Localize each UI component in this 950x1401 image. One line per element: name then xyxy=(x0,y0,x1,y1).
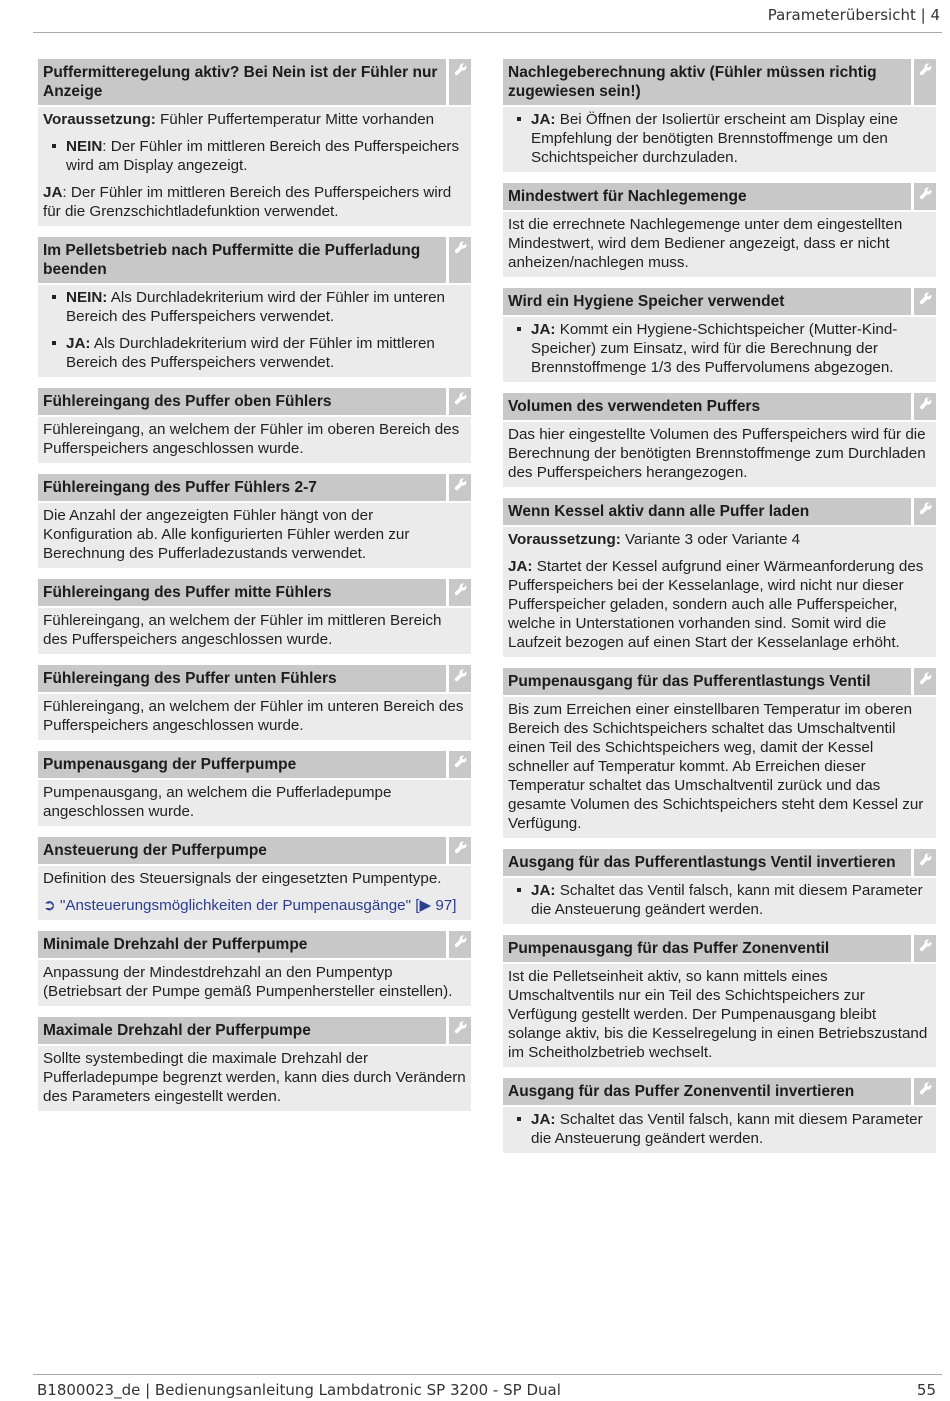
wrench-icon xyxy=(914,668,936,695)
parameter-description xyxy=(503,878,936,924)
parameter-description xyxy=(503,1107,936,1153)
paragraph-keyword: Voraussetzung: xyxy=(43,111,156,128)
parameter-description xyxy=(38,608,471,654)
paragraph-text: Bis zum Erreichen einer einstellbaren Temperatur im oberen Bereich des Schichtspeichers schaltet das Umschaltventil einen Teil des Schichtspeichers weg, damit der Kessel schneller auf Temperatur kommt. Ab Erreichen dieser Temperatur schaltet das Umschaltventil zurück und das gesamte Volumen des Schichtspeichers steht dem Kessel zur Verfügung. xyxy=(508,701,924,832)
wrench-icon xyxy=(449,665,471,692)
paragraph xyxy=(43,1049,466,1106)
parameter-header xyxy=(38,837,471,864)
parameter-title: Fühlereingang des Puffer oben Fühlers xyxy=(38,388,446,415)
wrench-icon xyxy=(914,183,936,210)
parameter-description xyxy=(38,285,471,377)
parameter-description xyxy=(38,960,471,1006)
paragraph xyxy=(508,425,931,482)
parameter-description xyxy=(38,866,471,920)
paragraph-text: : Der Fühler im mittleren Bereich des Pufferspeichers wird für die Grenzschichtladefunktion verwendet. xyxy=(43,184,452,220)
parameter-header xyxy=(38,579,471,606)
parameter-title: Pumpenausgang für das Puffer Zonenventil xyxy=(503,935,911,962)
parameter-title: Ausgang für das Puffer Zonenventil invertieren xyxy=(503,1078,911,1105)
wrench-icon xyxy=(914,849,936,876)
parameter-title: Ausgang für das Pufferentlastungs Ventil invertieren xyxy=(503,849,911,876)
paragraph xyxy=(43,506,466,563)
parameter-block xyxy=(38,1017,471,1111)
paragraph xyxy=(43,697,466,735)
option-text: Bei Öffnen der Isoliertür erscheint am Display eine Empfehlung der benötigten Brennstoffmenge um den Schichtspeicher durchzuladen. xyxy=(531,111,898,166)
wrench-icon xyxy=(449,59,471,105)
arrow-right-icon: ➲ xyxy=(43,897,56,914)
parameter-title: Nachlegeberechnung aktiv (Fühler müssen richtig zugewiesen sein!) xyxy=(503,59,911,105)
wrench-icon xyxy=(449,474,471,501)
paragraph xyxy=(43,110,466,129)
paragraph xyxy=(43,611,466,649)
parameter-title: Volumen des verwendeten Puffers xyxy=(503,393,911,420)
parameter-title: Im Pelletsbetrieb nach Puffermitte die Pufferladung beenden xyxy=(38,237,446,283)
option-keyword: JA: xyxy=(66,335,91,352)
parameter-header xyxy=(503,849,936,876)
parameter-description xyxy=(503,422,936,487)
bullet-list xyxy=(508,1110,931,1148)
wrench-icon xyxy=(449,751,471,778)
parameter-block xyxy=(38,751,471,826)
option-keyword: JA: xyxy=(531,1111,556,1128)
page-header: Parameterübersicht | 4 xyxy=(767,6,940,24)
parameter-block xyxy=(38,59,471,226)
list-item xyxy=(508,1110,931,1148)
wrench-icon xyxy=(914,59,936,105)
parameter-header xyxy=(38,388,471,415)
parameter-description xyxy=(503,697,936,838)
parameter-header xyxy=(503,1078,936,1105)
option-text: Kommt ein Hygiene-Schichtspeicher (Mutter-Kind-Speicher) zum Einsatz, wird für die Berechnung der Brennstoffmenge 1/3 des Puffervolumens abgezogen. xyxy=(531,321,898,376)
parameter-header xyxy=(38,665,471,692)
parameter-header xyxy=(503,393,936,420)
wrench-icon xyxy=(449,931,471,958)
left-column xyxy=(38,59,471,1122)
paragraph-text: Startet der Kessel aufgrund einer Wärmeanforderung des Pufferspeichers bei der Kesselanlage, wird nicht nur dieser Pufferspeicher geladen, sondern auch alle Pufferspeicher, welche in Unterstationen vorhanden sind. Somit wird die Laufzeit bezogen auf einen Start der Kesselanlage erhöht. xyxy=(508,558,924,651)
parameter-block xyxy=(38,837,471,920)
paragraph-text: Fühler Puffertemperatur Mitte vorhanden xyxy=(155,111,435,128)
parameter-description xyxy=(503,527,936,657)
parameter-header xyxy=(38,59,471,105)
wrench-icon xyxy=(914,935,936,962)
parameter-title: Fühlereingang des Puffer unten Fühlers xyxy=(38,665,446,692)
parameter-header xyxy=(38,237,471,283)
paragraph xyxy=(508,557,931,652)
wrench-icon xyxy=(914,1078,936,1105)
list-item xyxy=(508,110,931,167)
parameter-header xyxy=(503,183,936,210)
option-text: Schaltet das Ventil falsch, kann mit diesem Parameter die Ansteuerung geändert werden. xyxy=(531,1111,923,1147)
parameter-title: Wird ein Hygiene Speicher verwendet xyxy=(503,288,911,315)
paragraph-text: Fühlereingang, an welchem der Fühler im oberen Bereich des Pufferspeichers angeschlossen wurde. xyxy=(43,421,460,457)
option-text: Als Durchladekriterium wird der Fühler im unteren Bereich des Pufferspeichers verwendet. xyxy=(66,289,445,325)
parameter-title: Ansteuerung der Pufferpumpe xyxy=(38,837,446,864)
paragraph xyxy=(43,869,466,888)
wrench-icon xyxy=(449,579,471,606)
parameter-block xyxy=(503,498,936,657)
parameter-block xyxy=(38,931,471,1006)
paragraph-text: Ist die Pelletseinheit aktiv, so kann mittels eines Umschaltventils nur ein Teil des Schichtspeichers zur Verfügung gestellt werden. Der Pumpenausgang bleibt solange aktiv, bis die Kesselregelung in einen Betriebszustand im Scheitholzbetrieb wechselt. xyxy=(508,968,928,1061)
parameter-header xyxy=(503,288,936,315)
paragraph xyxy=(508,967,931,1062)
parameter-header xyxy=(38,474,471,501)
bullet-list xyxy=(43,288,466,372)
parameter-description xyxy=(503,964,936,1067)
wrench-icon xyxy=(914,498,936,525)
option-keyword: NEIN: xyxy=(66,289,108,306)
parameter-title: Puffermitteregelung aktiv? Bei Nein ist der Fühler nur Anzeige xyxy=(38,59,446,105)
parameter-block xyxy=(503,393,936,487)
cross-reference-page: 97] xyxy=(431,897,457,914)
right-column xyxy=(503,59,936,1164)
parameter-description xyxy=(38,1046,471,1111)
paragraph xyxy=(43,963,466,1001)
footer-document-title: B1800023_de | Bedienungsanleitung Lambdatronic SP 3200 - SP Dual xyxy=(37,1381,561,1399)
parameter-description xyxy=(38,417,471,463)
wrench-icon xyxy=(449,388,471,415)
wrench-icon xyxy=(449,1017,471,1044)
paragraph xyxy=(43,183,466,221)
parameter-header xyxy=(503,59,936,105)
parameter-description xyxy=(503,212,936,277)
parameter-header xyxy=(38,931,471,958)
parameter-block xyxy=(503,183,936,277)
paragraph-text: Definition des Steuersignals der eingesetzten Pumpentype. xyxy=(43,870,442,887)
parameter-block xyxy=(38,665,471,740)
option-keyword: NEIN xyxy=(66,138,103,155)
parameter-description xyxy=(38,107,471,226)
paragraph xyxy=(43,420,466,458)
parameter-block xyxy=(503,935,936,1067)
option-text: Als Durchladekriterium wird der Fühler im mittleren Bereich des Pufferspeichers verwendet. xyxy=(66,335,435,371)
list-item xyxy=(508,881,931,919)
option-keyword: JA: xyxy=(531,882,556,899)
parameter-block xyxy=(38,237,471,377)
parameter-header xyxy=(38,1017,471,1044)
parameter-header xyxy=(38,751,471,778)
bullet-list xyxy=(508,881,931,919)
option-keyword: JA: xyxy=(531,111,556,128)
parameter-description xyxy=(38,780,471,826)
wrench-icon xyxy=(449,237,471,283)
bullet-list xyxy=(508,110,931,167)
paragraph-keyword: Voraussetzung: xyxy=(508,531,621,548)
parameter-block xyxy=(503,288,936,382)
option-text: Schaltet das Ventil falsch, kann mit diesem Parameter die Ansteuerung geändert werden. xyxy=(531,882,923,918)
paragraph-text: Anpassung der Mindestdrehzahl an den Pumpentyp (Betriebsart der Pumpe gemäß Pumpenhersteller einstellen). xyxy=(43,964,453,1000)
paragraph-text: Fühlereingang, an welchem der Fühler im unteren Bereich des Pufferspeichers angeschlossen wurde. xyxy=(43,698,464,734)
paragraph-text: Die Anzahl der angezeigten Fühler hängt von der Konfiguration ab. Alle konfigurierten Fühler werden zur Berechnung des Pufferladezustands verwendet. xyxy=(43,507,410,562)
page-triangle-icon: ▶ xyxy=(419,897,432,914)
parameter-title: Wenn Kessel aktiv dann alle Puffer laden xyxy=(503,498,911,525)
parameter-header xyxy=(503,935,936,962)
parameter-description xyxy=(38,694,471,740)
paragraph-text: Das hier eingestellte Volumen des Pufferspeichers wird für die Berechnung der benötigten Brennstoffmenge zum Durchladen des Pufferspeichers herangezogen. xyxy=(508,426,926,481)
parameter-title: Pumpenausgang für das Pufferentlastungs Ventil xyxy=(503,668,911,695)
wrench-icon xyxy=(914,393,936,420)
cross-reference-text: "Ansteuerungsmöglichkeiten der Pumpenausgänge" [ xyxy=(55,897,420,914)
paragraph xyxy=(508,530,931,549)
parameter-block xyxy=(503,668,936,838)
paragraph-text: Fühlereingang, an welchem der Fühler im mittleren Bereich des Pufferspeichers angeschlossen wurde. xyxy=(43,612,442,648)
cross-reference-link[interactable] xyxy=(43,896,466,915)
paragraph xyxy=(508,700,931,833)
paragraph xyxy=(508,215,931,272)
parameter-title: Fühlereingang des Puffer Fühlers 2-7 xyxy=(38,474,446,501)
bullet-list xyxy=(508,320,931,377)
list-item xyxy=(43,288,466,326)
parameter-title: Maximale Drehzahl der Pufferpumpe xyxy=(38,1017,446,1044)
footer-page-number: 55 xyxy=(916,1381,936,1399)
parameter-title: Fühlereingang des Puffer mitte Fühlers xyxy=(38,579,446,606)
parameter-block xyxy=(503,59,936,172)
parameter-block xyxy=(503,849,936,924)
parameter-block xyxy=(38,388,471,463)
paragraph-text: Pumpenausgang, an welchem die Pufferladepumpe angeschlossen wurde. xyxy=(43,784,392,820)
parameter-description xyxy=(38,503,471,568)
parameter-title: Mindestwert für Nachlegemenge xyxy=(503,183,911,210)
header-divider xyxy=(33,32,942,33)
option-text: : Der Fühler im mittleren Bereich des Pufferspeichers wird am Display angezeigt. xyxy=(66,138,460,174)
parameter-block xyxy=(38,579,471,654)
list-item xyxy=(508,320,931,377)
paragraph-text: Variante 3 oder Variante 4 xyxy=(620,531,801,548)
paragraph xyxy=(43,783,466,821)
parameter-block xyxy=(38,474,471,568)
paragraph-keyword: JA: xyxy=(508,558,533,575)
paragraph-text: Sollte systembedingt die maximale Drehzahl der Pufferladepumpe begrenzt werden, kann dies durch Verändern des Parameters eingestellt werden. xyxy=(43,1050,466,1105)
parameter-title: Minimale Drehzahl der Pufferpumpe xyxy=(38,931,446,958)
wrench-icon xyxy=(914,288,936,315)
paragraph-keyword: JA xyxy=(43,184,63,201)
parameter-description xyxy=(503,107,936,172)
option-keyword: JA: xyxy=(531,321,556,338)
parameter-title: Pumpenausgang der Pufferpumpe xyxy=(38,751,446,778)
paragraph-text: Ist die errechnete Nachlegemenge unter dem eingestellten Mindestwert, wird dem Bediener angezeigt, dass er nicht anheizen/nachlegen muss. xyxy=(508,216,903,271)
parameter-header xyxy=(503,668,936,695)
footer-divider xyxy=(33,1374,942,1375)
list-item xyxy=(43,137,466,175)
parameter-header xyxy=(503,498,936,525)
parameter-description xyxy=(503,317,936,382)
bullet-list xyxy=(43,137,466,175)
list-item xyxy=(43,334,466,372)
parameter-block xyxy=(503,1078,936,1153)
wrench-icon xyxy=(449,837,471,864)
